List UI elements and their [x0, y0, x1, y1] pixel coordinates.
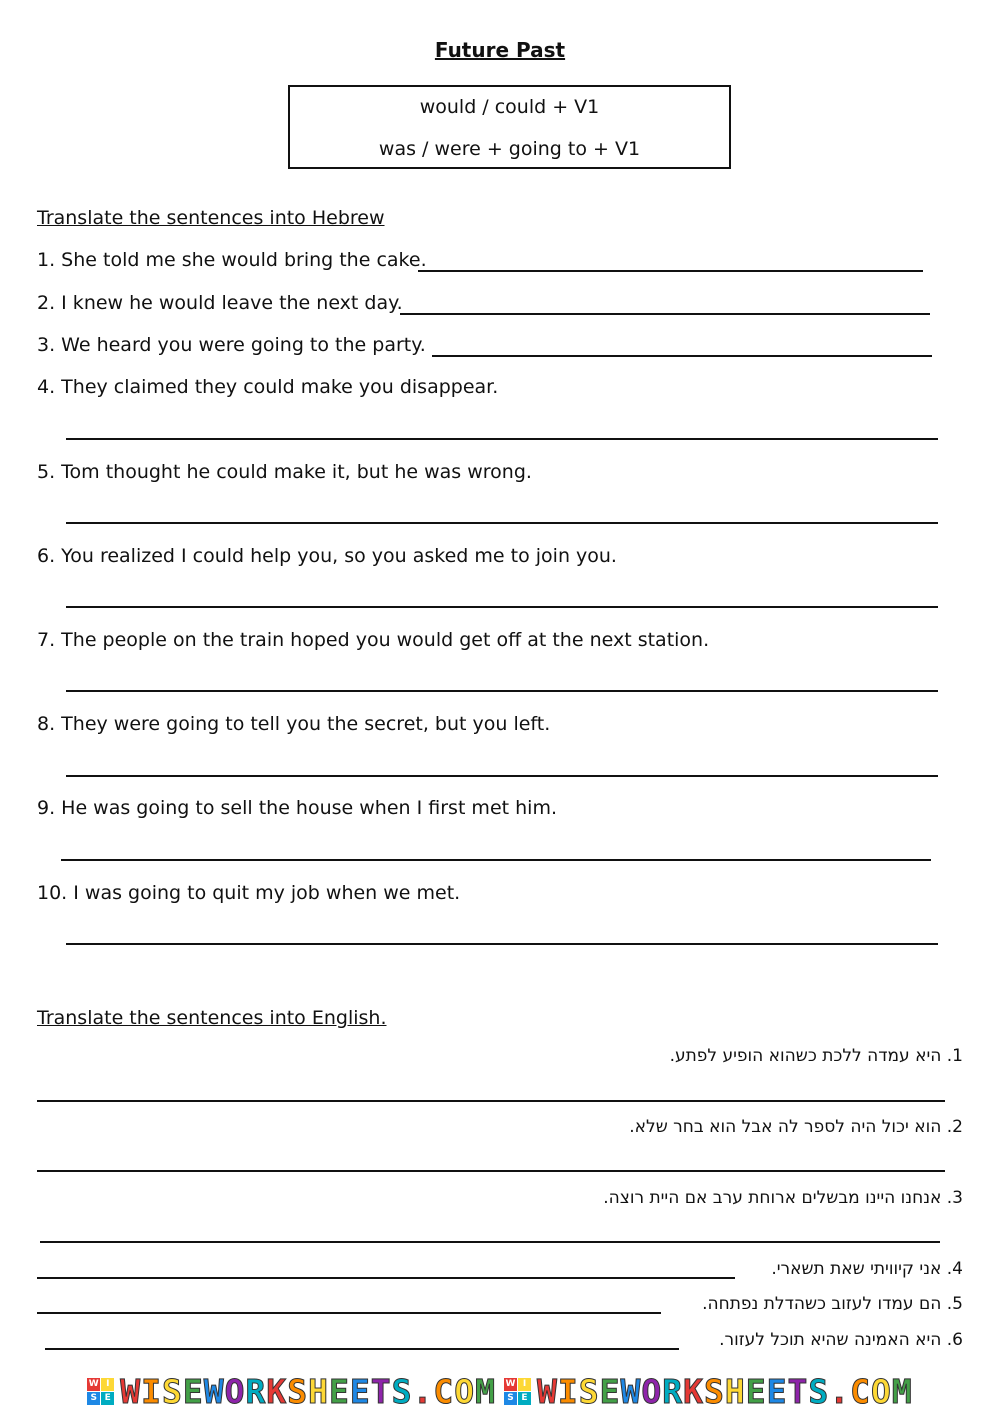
english-answer-line-5[interactable]: [37, 1312, 661, 1314]
question-10: 10. I was going to quit my job when we met.: [37, 882, 461, 904]
english-answer-line-6[interactable]: [45, 1348, 679, 1350]
question-6: 6. You realized I could help you, so you asked me to join you.: [37, 545, 617, 567]
wiseworksheets-logo: W I S E: [504, 1378, 531, 1405]
page-title: Future Past: [434, 38, 566, 62]
question-7: 7. The people on the train hoped you would get off at the next station.: [37, 629, 710, 651]
question-9: 9. He was going to sell the house when I first met him.: [37, 797, 557, 819]
watermark-block-1: [87, 1372, 496, 1412]
answer-line-6[interactable]: [66, 606, 938, 608]
answer-line-1[interactable]: [418, 270, 923, 272]
answer-line-10[interactable]: [66, 943, 938, 945]
answer-line-7[interactable]: [66, 690, 938, 692]
answer-line-8[interactable]: [66, 775, 938, 777]
formula-box: [288, 85, 731, 169]
answer-line-4[interactable]: [66, 438, 938, 440]
watermark-block-2: [504, 1372, 913, 1412]
wiseworksheets-logo: W I S E: [87, 1378, 114, 1405]
answer-line-5[interactable]: [66, 522, 938, 524]
answer-line-3[interactable]: [432, 355, 932, 357]
question-1: 1. She told me she would bring the cake.: [37, 249, 427, 271]
english-answer-line-3[interactable]: [40, 1241, 940, 1243]
watermark-footer: [0, 1370, 1000, 1413]
english-answer-line-1[interactable]: [37, 1100, 945, 1102]
hebrew-sentence-3: 3. אנחנו היינו מבשלים ארוחת ערב אם היית רוצה.: [603, 1188, 963, 1208]
answer-line-9[interactable]: [61, 859, 931, 861]
hebrew-sentence-2: 2. הוא יכול היה לספר לה אבל הוא בחר שלא.: [629, 1117, 963, 1137]
question-5: 5. Tom thought he could make it, but he was wrong.: [37, 461, 532, 483]
question-4: 4. They claimed they could make you disappear.: [37, 376, 499, 398]
hebrew-sentence-4: 4. אני קיוויתי שאת תשארי.: [771, 1259, 963, 1279]
section-heading-english: Translate the sentences into English.: [37, 1007, 387, 1029]
watermark-text: WISEWORKSHEETS.COM: [120, 1371, 496, 1411]
question-3: 3. We heard you were going to the party.: [37, 334, 426, 356]
hebrew-sentence-6: 6. היא האמינה שהיא תוכל לעזור.: [719, 1330, 963, 1350]
formula-line-1: would / could + V1: [419, 96, 600, 118]
question-8: 8. They were going to tell you the secret, but you left.: [37, 713, 551, 735]
watermark-text: WISEWORKSHEETS.COM: [537, 1371, 913, 1411]
question-2: 2. I knew he would leave the next day.: [37, 292, 403, 314]
english-answer-line-2[interactable]: [37, 1170, 945, 1172]
formula-line-2: was / were + going to + V1: [378, 138, 641, 160]
hebrew-sentence-1: 1. היא עמדה ללכת כשהוא הופיע לפתע.: [669, 1046, 963, 1066]
section-heading-hebrew: Translate the sentences into Hebrew: [37, 207, 385, 229]
english-answer-line-4[interactable]: [37, 1277, 735, 1279]
hebrew-sentence-5: 5. הם עמדו לעזוב כשהדלת נפתחה.: [702, 1294, 963, 1314]
answer-line-2[interactable]: [400, 313, 930, 315]
